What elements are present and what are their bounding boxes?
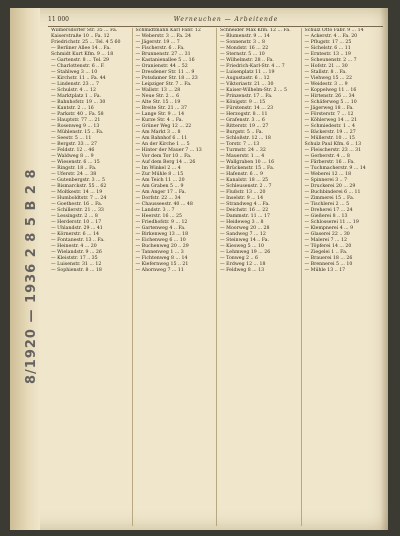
directory-entry: — Turmstr. 24 .. 32 <box>220 148 266 153</box>
directory-entry: — Parkstr. 40 .. Fa. 58 <box>51 112 104 117</box>
directory-entry: — Luisenplatz 11 ... 19 <box>220 70 275 75</box>
column-2 <box>133 28 218 526</box>
directory-entry: — Kiesweg 5 ... 10 <box>220 244 265 249</box>
directory-entry: — Schillerstr. 21 ... 33 <box>51 208 104 213</box>
directory-entry: — Am Teich 11 ... 20 <box>135 178 185 183</box>
directory-entry: — Kanalstr. 18 ... 25 <box>220 178 269 183</box>
directory-entry: — Sternstr. 5 ... 10 <box>220 52 265 57</box>
directory-entry: — Klempnerei 4 ... 9 <box>304 226 354 231</box>
directory-entry: — Brunnenstr. 27 ... 31 <box>135 52 191 57</box>
column-3 <box>217 28 302 526</box>
directory-entry: — Buchenweg 20 .. 29 <box>135 244 189 249</box>
directory-entry: — Feldweg 8 ... 13 <box>220 268 265 273</box>
directory-entry: — Berliner Allee 14 .. Fa. <box>51 46 111 51</box>
directory-entry: — Buchbinderei 6 ... 11 <box>304 190 361 195</box>
column-4 <box>302 28 386 526</box>
directory-entry: — Mühlenstr. 15 .. Fa. <box>51 130 104 135</box>
directory-entry: — Schloßstr. 12 ... 18 <box>220 136 271 141</box>
directory-entry: — Am Markt 3 ... 8 <box>135 130 181 135</box>
directory-entry: — Wallgraben 10 ... 16 <box>220 160 275 165</box>
directory-entry: — Landstr. 3 .. 7 <box>135 208 175 213</box>
directory-entry: Schmidt Kurt Kfm. 9 ... 18 <box>51 52 114 57</box>
directory-entry: Schulz Paul Kfm. 6 .. 13 <box>304 142 362 147</box>
directory-entry: — Fürstenstr. 14 ... 23 <box>220 106 274 111</box>
directory-entry: — Dorfstr. 22 ... 34 <box>135 196 181 201</box>
directory-entry: — Sophienstr. 8 ... 18 <box>51 268 102 273</box>
directory-entry: — Koppelweg 11 .. 16 <box>304 88 357 93</box>
directory-entry: — Ringstr. 18 .. Fa. <box>51 166 97 171</box>
directory-entry: — Müllerstr. 10 ... 15 <box>304 136 355 141</box>
directory-entry: — Herderstr. 10 .. 17 <box>51 220 102 225</box>
directory-entry: — Fontanestr. 13 .. Fa. <box>51 238 105 243</box>
directory-entry: — Viehweg 15 ... 22 <box>304 76 352 81</box>
directory-entry: — Am Bahnhof 6 .. 11 <box>135 136 188 141</box>
directory-entry: — Burgstr. 5 .. Fa. <box>220 130 264 135</box>
directory-entry: — Leipziger Str. 7 .. Fa. <box>135 82 192 87</box>
directory-entry: — Torstr. 7 ... 13 <box>220 142 260 147</box>
directory-entry: — Kurze Str. 4 .. Fa. <box>135 118 184 123</box>
directory-entry: — Friedrich-Karl-Str. 4 ... 7 <box>220 64 285 69</box>
directory-entry: — Hauptstr. 77 ... 21 <box>51 118 101 123</box>
directory-entry: — Kantstr. 2 ... 16 <box>51 106 94 111</box>
directory-entry: — Deichstr. 16 ... 22 <box>220 208 269 213</box>
directory-page <box>10 8 388 530</box>
directory-entry: — Zimmerei 15 .. Fa. <box>304 196 355 201</box>
directory-entry: — Glaserei 22 .. 30 <box>304 232 350 237</box>
directory-entry: — Färberstr. 16 .. Fa. <box>304 160 355 165</box>
directory-entry: — Lehmweg 19 ... 26 <box>220 250 271 255</box>
directory-entry: — Dresdener Str. 11 ... 9 <box>135 70 195 75</box>
directory-entry: — Tuchmacherstr. 9 ... 14 <box>304 166 366 171</box>
directory-entry: — Feldstr. 12 .. 46 <box>51 148 95 153</box>
directory-entry: — Vor dem Tor 10 .. Fa. <box>135 154 192 159</box>
directory-entry: — Schlosserei 11 ... 19 <box>304 220 359 225</box>
directory-entry: — Bäckerstr. 19 ... 27 <box>304 130 356 135</box>
directory-entry: — An der Kirche 1 ... 5 <box>135 142 190 147</box>
directory-entry: — Sandweg 7 ... 12 <box>220 232 266 237</box>
directory-entry: — Kaiser-Wilhelm-Str. 2 ... 5 <box>220 88 287 93</box>
directory-entry: — Hinter der Mauer 7 ... 13 <box>135 148 202 153</box>
directory-entry: — Birkenweg 13 ... 18 <box>135 232 189 237</box>
directory-entry: — Charlottenstr. 6 .. F. <box>51 64 105 69</box>
directory-entry: — Gießerei 8 .. 13 <box>304 214 348 219</box>
directory-entry: — Brauerei 18 ... 26 <box>304 256 353 261</box>
directory-entry: — Uhlandstr. 29 ... 41 <box>51 226 103 231</box>
directory-entry: — Inselstr. 9 ... 14 <box>220 196 264 201</box>
directory-entry: — Uferstr. 24 ... 38 <box>51 172 97 177</box>
directory-entry: — Lange Str. 9 ... 14 <box>135 112 185 117</box>
directory-entry: — Fischerstr. 6 .. Fa. <box>135 46 185 51</box>
directory-entry: Wilmersdorfer Str. 35 ... Fa. <box>51 28 118 33</box>
directory-entry: — Brennerei 5 ... 10 <box>304 262 353 267</box>
page-header <box>48 12 383 26</box>
directory-entry: — Fichtenweg 8 ... 14 <box>135 256 188 261</box>
directory-entry: — Kastanienallee 5 ... 16 <box>135 58 195 63</box>
directory-entry: — Jägerstr. 19 ... 7 <box>135 40 180 45</box>
directory-entry: Friedrichstr. 25 ... Tel. 4 5 60 <box>51 40 121 45</box>
directory-entry: — Lessingstr. 2 ... 8 <box>51 214 98 219</box>
directory-entry: — Ahornweg 7 ... 11 <box>135 268 184 273</box>
directory-entry: — Herzogstr. 8 .. 11 <box>220 112 268 117</box>
directory-entry: — Goethestr. 16 .. Fa. <box>51 202 103 207</box>
directory-entry: — Prinzenstr. 17 .. Fa. <box>220 94 273 99</box>
directory-entry: — Tischlerei 2 ... 5 <box>304 202 350 207</box>
directory-entry: — Heinestr. 4 ... 20 <box>51 244 97 249</box>
directory-entry: — Gartenweg 4 .. Fa. <box>135 226 186 231</box>
directory-entry: — Lindenstr. 23 ... 7 <box>51 82 99 87</box>
directory-entry: — Moltkestr. 14 ... 19 <box>51 190 103 195</box>
directory-entry: — Breite Str. 21 ... 37 <box>135 106 187 111</box>
directory-entry: — Bismarckstr. 55 .. 62 <box>51 184 107 189</box>
directory-entry: — Mühle 13 .. 17 <box>304 268 346 273</box>
directory-entry: — Marktplatz 1 .. Fa. <box>51 94 102 99</box>
directory-entry: Schneider Max Kfm. 12 ... Fa. <box>220 28 291 33</box>
header-rule <box>48 26 383 27</box>
directory-entry: — Schulstr. 4 ... 12 <box>51 88 96 93</box>
directory-entry: — Schmiedestr. 1 .. 4 <box>304 124 355 129</box>
directory-entry: — Gutenbergstr. 3 ... 5 <box>51 178 106 183</box>
directory-entry: — Augustastr. 6 .. 12 <box>220 76 270 81</box>
directory-entry: — Strandweg 4 .. Fa. <box>220 202 270 207</box>
directory-entry: — Humboldtstr. 7 ... 24 <box>51 196 107 201</box>
directory-entry: — Wallstr. 13 ... 28 <box>135 88 181 93</box>
directory-entry: — Kirchstr. 11 .. Fa. 44 <box>51 76 106 81</box>
directory-entry: — Dammstr. 11 ... 17 <box>220 214 270 219</box>
directory-entry: — Malerei 7 ... 12 <box>304 238 347 243</box>
directory-entry: — Hirtenstr. 26 ... 34 <box>304 94 355 99</box>
directory-entry: — Hafenstr. 6 ... 9 <box>220 172 263 177</box>
directory-entry: — Fleischerstr. 23 ... 31 <box>304 148 362 153</box>
directory-entry: — Am Graben 5 ... 9 <box>135 184 184 189</box>
directory-entry: — Grafenstr. 3 ... 6 <box>220 118 265 123</box>
page-number: 11 000 <box>48 15 69 23</box>
directory-entry: — Viktoriastr. 21 ... 30 <box>220 82 274 87</box>
page-edge-shadow <box>380 8 388 530</box>
directory-entry: — Heideweg 3 .. 8 <box>220 220 264 225</box>
directory-entry: — Schäferweg 5 ... 10 <box>304 100 357 105</box>
directory-entry: — Ackerstr. 4 .. Fa. 20 <box>304 34 358 39</box>
directory-entry: — Friedhofstr. 9 ... 12 <box>135 220 188 225</box>
directory-entry: — Heerstr. 16 ... 25 <box>135 214 182 219</box>
directory-entry: — Zur Mühle 8 .. 15 <box>135 172 184 177</box>
directory-entry: — Mauerstr. 1 ... 4 <box>220 154 265 159</box>
directory-entry: — Weberei 12 ... 18 <box>304 172 352 177</box>
directory-entry: — Stallstr. 8 .. Fa. <box>304 70 347 75</box>
directory-entry: — Am Anger 17 .. Fa. <box>135 190 187 195</box>
directory-entry: — Alte Str. 15 .. 19 <box>135 100 181 105</box>
directory-entry: — Grüner Weg 12 ... 22 <box>135 124 192 129</box>
directory-entry: — Sonnenstr. 3 .. 8 <box>220 40 265 45</box>
directory-entry: — Neue Str. 2 ... 6 <box>135 94 180 99</box>
directory-entry: — Scheunenstr. 2 ... 7 <box>304 58 357 63</box>
directory-entry: — Oranienstr. 44 .. 52 <box>135 64 188 69</box>
directory-entry: — Bahnhofstr. 19 ... 30 <box>51 100 106 105</box>
directory-entry: — Waldweg 8 ... 9 <box>51 154 94 159</box>
directory-entry: — Pflugstr. 17 ... 25 <box>304 40 352 45</box>
directory-entry: — Kleiststr. 17 .. 35 <box>51 256 98 261</box>
directory-entry: — Jägerweg 18 .. Fa. <box>304 106 354 111</box>
directory-entry: — Sichelstr. 6 ... 11 <box>304 46 351 51</box>
directory-entry: — Ziegelei 1 .. Fa. <box>304 250 348 255</box>
directory-entry: Kaiserstraße 10 .. Fa. 12 <box>51 34 110 39</box>
page-title: Werneuchen — Arbeitende <box>173 15 279 23</box>
directory-entry: — Ritterstr. 19 ... 27 <box>220 124 269 129</box>
directory-entry: — Erdweg 12 ... 18 <box>220 262 266 267</box>
directory-entry: — Tonweg 2 .. 6 <box>220 256 258 261</box>
directory-entry: — Spinnerei 3 .. 7 <box>304 178 348 183</box>
directory-entry: — Wiesenstr. 6 ... 15 <box>51 160 100 165</box>
directory-entry: — Stahlweg 3 ... 10 <box>51 70 98 75</box>
directory-entry: — Mondstr. 16 ... 22 <box>220 46 269 51</box>
directory-entry: — Rosenweg 9 ... 13 <box>51 124 100 129</box>
directory-entry: — Erntestr. 13 .. 19 <box>304 52 351 57</box>
directory-entry: — Bergstr. 33 ... 27 <box>51 142 98 147</box>
directory-entry: — Gartenstr. 8 ... Tel. 29 <box>51 58 110 63</box>
directory-entry: — Köhlerweg 14 ... 21 <box>304 118 358 123</box>
directory-entry: — Weberstr. 3 ... Fa. 24 <box>135 34 192 39</box>
directory-entry: — Dreherei 17 ... 24 <box>304 208 353 213</box>
directory-entry: — Steinweg 14 .. Fa. <box>220 238 269 243</box>
directory-entry: — Blumenstr. 9 ... 14 <box>220 34 270 39</box>
directory-entry: — Wielandstr. 9 ... 26 <box>51 250 102 255</box>
directory-entry: — Druckerei 20 ... 29 <box>304 184 356 189</box>
directory-entry: — Flußstr. 13 ... 20 <box>220 190 266 195</box>
directory-entry: — Weidestr. 3 ... 9 <box>304 82 348 87</box>
directory-entry: — Tannenweg 1 ... 3 <box>135 250 184 255</box>
column-1 <box>48 28 133 526</box>
directory-entry: — Moorweg 20 ... 28 <box>220 226 270 231</box>
directory-entry: — Eichenweg 6 ... 10 <box>135 238 186 243</box>
directory-entry: — Wilhelmstr. 28 .. Fa. <box>220 58 274 63</box>
directory-entry: Schmidtmann Karl Fabr. 12 <box>135 28 201 33</box>
directory-entry: — Schleusenstr. 2 .. 7 <box>220 184 272 189</box>
directory-entry: — Seestr. 5 ... 11 <box>51 136 92 141</box>
directory-entry: — Königstr. 9 ... 15 <box>220 100 266 105</box>
directory-entry: — Brückenstr. 15 .. Fa. <box>220 166 275 171</box>
directory-entry: — Töpferei 14 ... 20 <box>304 244 352 249</box>
directory-entry: — Gerberstr. 4 ... 8 <box>304 154 350 159</box>
directory-entry: — Potsdamer Str. 18 ... 23 <box>135 76 198 81</box>
directory-entry: — Försterstr. 7 ... 12 <box>304 112 354 117</box>
directory-entry: — Körnerstr. 6 ... 14 <box>51 232 100 237</box>
directory-entry: — Chausseestr. 40 ... 48 <box>135 202 193 207</box>
directory-entry: — Luisenstr. 31 ... 12 <box>51 262 102 267</box>
directory-columns <box>48 28 385 526</box>
directory-entry: — Kiefernweg 15 .. 21 <box>135 262 189 267</box>
directory-entry: — Im Winkel 2 ... 4 <box>135 166 181 171</box>
directory-entry: — Hofstr. 21 ... 30 <box>304 64 348 69</box>
directory-entry: Schulz Otto Fabr. 9 ... 14 <box>304 28 364 33</box>
directory-entry: — Auf dem Berg 14 ... 26 <box>135 160 196 165</box>
library-stamp: 8/1920 — 1936 2 8 5 B 2 8 <box>24 168 39 384</box>
